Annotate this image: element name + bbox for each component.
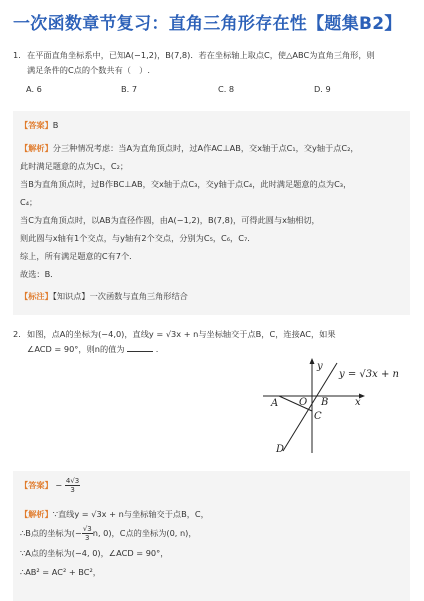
analysis-line-3: 当B为直角顶点时，过B作BC⊥AB，交x轴于点C₃，交y轴于点C₄，此时满足题意的点为C₃，	[20, 179, 352, 189]
analysis-line-2: 此时满足题意的点为C₁，C₂；	[20, 161, 129, 171]
point-d-label: D	[276, 444, 285, 455]
question-2-solution-box	[13, 471, 410, 601]
coordinate-figure	[255, 355, 415, 455]
point-a-label: A	[271, 398, 279, 409]
analysis-line-7: 综上，所有满足题意的C有7个．	[20, 251, 138, 261]
note-row	[20, 291, 188, 302]
q2-answer-row	[20, 477, 80, 494]
q2-analysis-line-2: ∴B点的坐标为(− $\frac{√3}{3}$ n, 0)，C点的坐标为(0, n)，	[20, 525, 197, 542]
q2-analysis-line-1: 【解析】∵直线y = √3x + n与坐标轴交于点B，C，	[20, 509, 209, 519]
question-1-stem-line1: 在平面直角坐标系中，已知A(−1,2)，B(7,8)．若在坐标轴上取点C，使△ABC为直角三角形，则	[27, 50, 375, 60]
answer-row	[20, 120, 58, 131]
x-axis-label: x	[355, 397, 361, 408]
question-2-stem	[13, 327, 336, 357]
analysis-line-5: 当C为直角顶点时，以AB为直径作圆，由A(−1,2)，B(7,8)，可得此圆与x轴相切，	[20, 215, 320, 225]
option-c[interactable]: C. 8	[218, 84, 235, 94]
analysis-line-6: 则此圆与x轴有1个交点，与y轴有2个交点，分别为C₅，C₆，C₇．	[20, 233, 256, 243]
answer-tag: 【答案】	[20, 120, 53, 130]
answer-blank	[127, 343, 153, 352]
option-b[interactable]: B. 7	[121, 84, 138, 94]
y-axis-label: y	[317, 361, 323, 372]
point-c-label: C	[314, 411, 322, 422]
analysis-tag: 【解析】	[20, 143, 53, 153]
analysis-line-4: C₄；	[20, 197, 38, 207]
line-bc	[283, 363, 337, 451]
question-2-number: 2.	[13, 329, 21, 339]
analysis-line-1: 【解析】分三种情况考虑：当A为直角顶点时，过A作AC⊥AB，交x轴于点C₁，交y轴于点C₂，	[20, 143, 359, 153]
q2-analysis-line-3: ∵A点的坐标为(−4, 0)，∠ACD = 90°，	[20, 548, 169, 558]
q2-answer-tag: 【答案】	[20, 480, 53, 490]
point-b-label: B	[321, 397, 329, 408]
note-tag: 【标注】	[20, 291, 53, 301]
stem-period: .	[155, 344, 159, 354]
analysis-line-8: 故选：B．	[20, 269, 59, 279]
note-value: 【知识点】一次函数与直角三角形结合	[52, 291, 188, 301]
q2-analysis-line-4: ∴AB² = AC² + BC²，	[20, 567, 101, 577]
point-o-label: O	[299, 397, 308, 408]
question-1-solution-box	[13, 111, 410, 315]
q2-answer-fraction: $\frac{4√3}{3}$	[65, 477, 80, 494]
q2-analysis-fraction: $\frac{√3}{3}$	[82, 525, 92, 542]
page-title: 一次函数章节复习：直角三角形存在性【题集B2】	[13, 14, 402, 34]
line-equation-label: y = √3x + n	[339, 369, 399, 380]
y-axis-arrow	[310, 358, 315, 364]
answer-value: B	[52, 120, 59, 130]
question-2-stem-line1: 如图，点A的坐标为(−4,0)，直线y = √3x + n与坐标轴交于点B，C，连接AC，如果	[27, 329, 336, 339]
question-1-stem-line2: 满足条件的C点的个数共有（ ）.	[27, 65, 150, 75]
q2-analysis-tag: 【解析】	[20, 509, 53, 519]
question-2-stem-line2: ∠ACD = 90°，则n的值为	[27, 344, 125, 354]
option-a[interactable]: A. 6	[26, 84, 42, 94]
option-d[interactable]: D. 9	[314, 84, 331, 94]
question-1-stem	[13, 48, 375, 78]
question-1-number: 1.	[13, 50, 21, 60]
q2-answer-sign: −	[55, 480, 63, 490]
